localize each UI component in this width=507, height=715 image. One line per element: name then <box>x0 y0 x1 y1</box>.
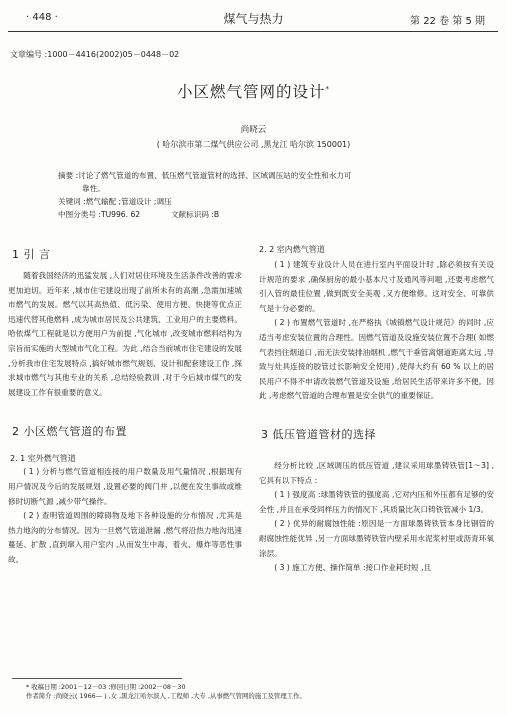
abstract-block <box>58 169 458 221</box>
right-column <box>259 244 494 576</box>
footnote <box>26 683 496 701</box>
paragraph: ( 1 ) 强度高 :球墨铸铁管的强度高 ,它对内压和外压都有足够的安全性 ,并且在承受同样压力的情况下 ,其质量比灰口铸铁管减小 1/3。 <box>259 490 494 514</box>
section-2-1-heading: 2. 1 室外燃气管道 <box>10 454 76 464</box>
footnote-rule <box>12 678 182 679</box>
document-code: 文献标识码 :B <box>170 210 220 219</box>
abstract-line-1: 摘要 :讨论了燃气管道的布置、低压燃气管道管材的选择、区域调压站的安全性和水力可 <box>58 171 352 180</box>
section-2-1-body <box>8 465 242 567</box>
section-1-heading: 1 引 言 <box>12 248 51 261</box>
paragraph: ( 2 ) 优异的耐腐蚀性能 :原因是一方面球墨铸铁管本身比钢管的耐腐蚀性能优异 ,另一方面球墨铸铁管内壁采用水泥浆衬里或沥青环氧涂层。 <box>259 519 494 558</box>
clc-number: 中图分类号 :TU996. 62 <box>58 210 141 219</box>
left-column <box>8 246 242 568</box>
section-2-2-heading: 2. 2 室内燃气管道 <box>259 245 325 254</box>
section-3-heading: 3 低压管道管材的选择 <box>261 427 376 441</box>
paragraph: ( 2 ) 布置燃气管道时 ,在严格执《城镇燃气设计规范》的同时 ,应适当考虑安装位置的合理性。因燃气管道及设施安装位置不合理( 如燃气表挡住烟道口 ,而无法安装排油烟机 ,燃气干垂管离烟道距离太远 ,导致与灶具连接的胶管过长影响安全使用) ,使得大约有 60 % 以上的居民用户不得不申请改装燃气管道及设施 ,给居民生活带来许多不便。因此 ,考虑燃气管道的合理布置是安全供气的重要保证。 <box>259 318 494 401</box>
header-rule <box>8 31 498 32</box>
received-date: * 收稿日期 :2001－12－03 ;修回日期 :2002－08－30 <box>26 683 186 691</box>
paragraph: ( 3 ) 施工方便、操作简单 :接口作业耗时短 ,且 <box>274 563 432 573</box>
paragraph: 随着我国经济的迅猛发展 ,人们对居住环境及生活条件改善的需求更加迫切。近年来 ,城市住宅建设出现了前所未有的高潮 ,急需加速城市燃气的发展。燃气以其高热值、低污染、使用方便、快捷等优点正迅速代替其他燃料 ,成为城市居民及公共建筑、工业用户的主要燃料。哈依煤气工程就是以方便用户为前提 ,气化城市 ,改变城市燃料结构为宗旨而实施的大型城市气化工程。为此 ,结合当前城市住宅建设的发展 ,分析我市住宅发展特点 ,搞好城市燃气规划、设计和配套建设工作 ,探求城市燃气与其他专业的关系 ,总结经验教训 ,对于今后城市煤气的发展建设工作有很重要的意义。 <box>8 271 242 397</box>
paragraph: 经分析比较 ,区域调压的低压管道 ,建议采用球墨铸铁管[1～3] ,它具有以下特点 : <box>259 460 494 485</box>
author-affiliation: ( 哈尔滨市第二煤气供应公司 ,黑龙江 哈尔滨 150001) <box>156 140 351 149</box>
page-number: · 448 · <box>26 12 58 23</box>
article-number: 文章编号 :1000－4416(2002)05－0448－02 <box>10 50 180 59</box>
section-2-heading: 2 小区燃气管道的布置 <box>12 425 127 439</box>
section-1-body <box>8 269 242 400</box>
paragraph: ( 1 ) 建筑专业设计人员在进行室内平面设计时 ,除必须按有关设计规范的要求 ,确保厨房的最小基本尺寸及通风等问题 ,还要考虑燃气引入管的最佳位置 ,做到既安全美观 ,又方便维修。这对安全、可靠供气是十分必要的。 <box>259 260 494 313</box>
section-3-body <box>259 459 494 576</box>
paragraph: ( 2 ) 查明管道周围的障碍物及地下各种设施的分布情况 ,尤其是热力地沟的分布情况。因为一旦燃气管道泄漏 ,燃气将沿热力地沟迅速蔓延、扩散 ,直到窜入用户室内 ,从而发生中毒、着火、爆炸等恶性事故。 <box>8 511 242 564</box>
section-2-2-body <box>259 258 494 404</box>
title-footnote-mark: * <box>325 84 330 93</box>
issue-info: 第 22 卷 第 5 期 <box>410 16 485 27</box>
paragraph: ( 1 ) 分析与燃气管道相连接的用户数量及用气量情况 ,根据现有用户情况及今后的发展规划 ,设置必要的阀门井 ,以便在发生事故或维修时切断气源 ,减少带气操作。 <box>8 467 242 506</box>
journal-name: 煤气与热力 <box>223 12 284 26</box>
keywords: 关键词 :燃气输配 ;管道设计 ;调压 <box>58 197 172 206</box>
author-bio: 作者简介 :尚晓云( 1966— ) ,女 ,黑龙江哈尔滨人 ,工程师 ,大专 ,从事燃气管网的施工及管理工作。 <box>26 692 306 700</box>
author-name: 尚晓云 <box>240 125 267 135</box>
paper-title: 小区燃气管网的设计* <box>176 83 330 101</box>
classification-line <box>58 208 458 221</box>
abstract-line-2: 靠性。 <box>82 184 105 193</box>
